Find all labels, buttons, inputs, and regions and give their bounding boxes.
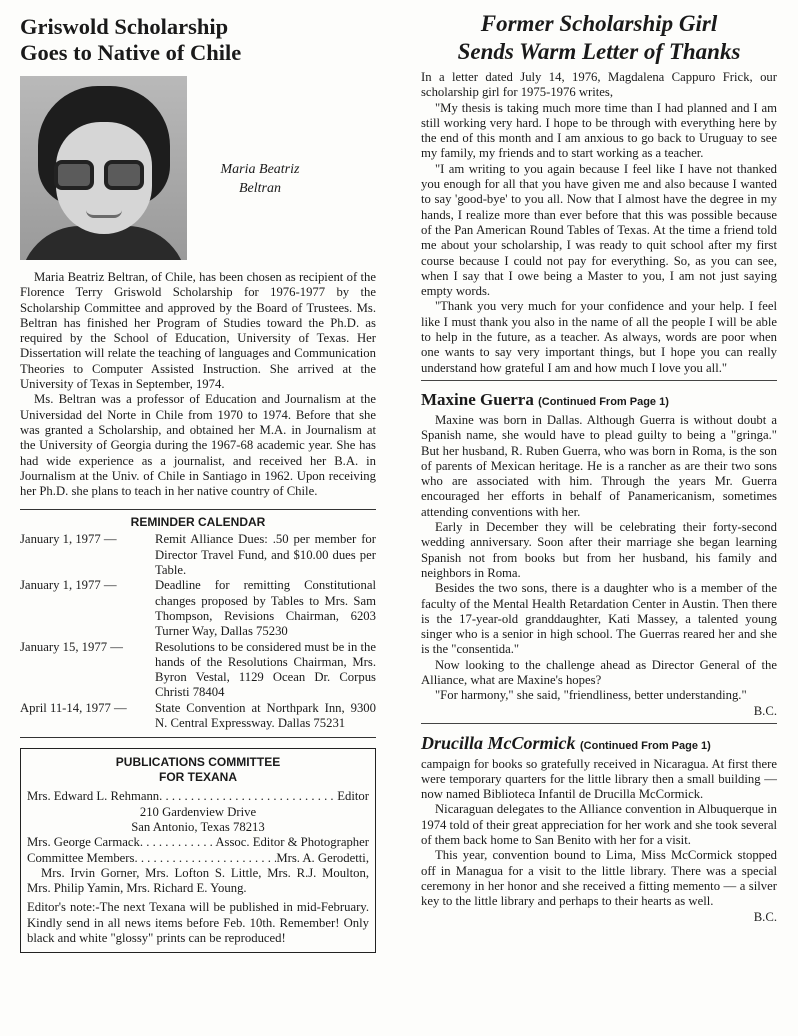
committee-members: Mrs. Irvin Gorner, Mrs. Lofton S. Little, Mrs. R.J. Moulton, Mrs. Philip Yamin, Mrs. Richard E. Young. <box>27 865 369 896</box>
continued-note: (Continued From Page 1) <box>538 395 669 408</box>
editor-role: Editor <box>337 789 369 804</box>
publications-title <box>27 755 369 785</box>
reminder-date: April 11-14, 1977 — <box>20 700 127 715</box>
guerra-initials: B.C. <box>753 703 777 718</box>
reminder-item <box>20 532 376 578</box>
caption-line-2: Beltran <box>239 181 281 196</box>
divider <box>20 737 376 738</box>
portrait-photo <box>20 76 187 260</box>
guerra-paragraph: Now looking to the challenge ahead as Director General of the Alliance, what are Maxine's hopes? <box>421 657 777 687</box>
guerra-paragraph: Maxine was born in Dallas. Although Guerra is without doubt a Spanish name, she would have to plead guilty to being a "gringa." But her husband, R. Ruben Guerra, who was born in Roma, is the son of parents of Mexican heritage. He is a rancher as are their two sons who are associated with him. Through the years Mr. Guerra encouraged her efforts in behalf of Panamericanism, sometimes attending conventions with her. <box>421 412 777 519</box>
members-label: Committee Members <box>27 850 135 865</box>
reminder-text: Resolutions to be considered must be in the hands of the Resolutions Chairman, Mrs. Byron Vestal, 1129 Ocean Dr. Corpus Christi 78404 <box>155 639 376 700</box>
address-line: San Antonio, Texas 78213 <box>131 819 265 834</box>
reminder-item <box>20 701 376 732</box>
reminder-text: State Convention at Northpark Inn, 9300 N. Central Expressway. Dallas 75231 <box>155 700 376 731</box>
members-first: Mrs. A. Gerodetti, <box>276 850 369 865</box>
letter-headline <box>421 10 777 66</box>
reminder-date: January 1, 1977 — <box>20 578 117 593</box>
letter-paragraph: "Thank you very much for your confidence and your help. I feel like I must thank you also in the name of all the people I will be able to help in the future, as a teacher. As always, words are poor when one wants to say very important things, but I hope you can really understand how grateful I am and how much I love you all." <box>421 299 777 375</box>
assoc-name: Mrs. George Carmack <box>27 835 140 850</box>
headline-line-2: Goes to Native of Chile <box>20 40 242 65</box>
headline-line-1: Griswold Scholarship <box>20 14 229 39</box>
mccormick-paragraph: Nicaraguan delegates to the Alliance convention in Albuquerque in 1974 told of their great appreciation for her work and she took several of them back home to San Benito with her for a visit. <box>421 802 777 848</box>
editor-name: Mrs. Edward L. Rehmann <box>27 789 160 804</box>
guerra-title: Maxine Guerra <box>421 389 534 409</box>
caption-line-1: Maria Beatriz <box>220 162 300 177</box>
leader-dots <box>140 835 215 850</box>
pub-title-line-2: FOR TEXANA <box>159 770 237 785</box>
guerra-paragraph: Early in December they will be celebrating their forty-second wedding anniversary. Soon after their marriage she began learning Spanish not from books but from her husband, his family and neighbors in Roma. <box>421 520 777 580</box>
leader-dots <box>134 851 276 866</box>
photo-row <box>20 76 376 262</box>
headline-line-1: Former Scholarship Girl <box>480 11 718 36</box>
reminder-text: Deadline for remitting Constitutional changes proposed by Tables to Mrs. Sam Thompson, Revisions Chairman, 6203 Turner Way, Dallas 75230 <box>155 578 376 639</box>
reminder-item <box>20 640 376 701</box>
leader-dots <box>159 789 337 804</box>
mccormick-paragraph: This year, convention bound to Lima, Miss McCormick stopped off in Managua for a visit to the little library. There was a special ceremony in her honor and she received a fitting memento — a silver key to the little library and perhaps to their hearts as well. <box>421 848 777 909</box>
reminder-list <box>20 532 376 731</box>
griswold-paragraph: Maria Beatriz Beltran, of Chile, has been chosen as recipient of the Florence Terry Griswold Scholarship for 1976-1977 by the Scholarship Committee and approved by the Board of Trustees. Ms. Beltran has finished her Program of Studies toward the Ph.D. as required by the School of Education, University of Texas. Her Dissertation will relate the teaching of languages and Communication Theories to Computer Assisted Instruction. She arrived at the University of Texas in September, 1974. <box>20 270 376 392</box>
reminder-item <box>20 578 376 639</box>
mccormick-heading <box>421 732 777 757</box>
editor-note: Editor's note:-The next Texana will be published in mid-February. Kindly send in all news items before Feb. 10th. Remember! Only black and white "glossy" prints can be reproduced! <box>27 900 369 945</box>
publications-box <box>20 748 376 953</box>
guerra-heading <box>421 389 777 413</box>
pub-title-line-1: PUBLICATIONS COMMITTEE <box>115 755 281 770</box>
letter-paragraph: "I am writing to you again because I feel like I have not thanked you enough for all that you have given me and also because I wanted to say 'good-bye' to you all. Now that I almost have the degree in my hands, I realize more than ever before that this was possible because of the Pan American Round Tables of Texas. At the time a friend told me about your scholarship, I was ready to quit school after my first course because I could not pay for everything. So, as you can see, when I say that I owe being a Master to you, I am not just saying empty words. <box>421 161 777 299</box>
divider <box>421 723 777 724</box>
reminder-title: REMINDER CALENDAR <box>20 509 376 529</box>
reminder-text: Remit Alliance Dues: .50 per member for Director Travel Fund, and $10.00 dues per Table. <box>155 532 376 578</box>
photo-caption <box>208 160 312 198</box>
committee-line <box>27 851 369 866</box>
right-column <box>421 10 777 925</box>
griswold-paragraph: Ms. Beltran was a professor of Education and Journalism at the Universidad del Norte in Chile from 1970 to 1974. Before that she was granted a Scholarship, and obtained her M.A. in Journalism at the University of Georgia during the 1967-68 academic year. She has had wide experience as a journalist, and received her B.A. in Journalism at the Univ. of Chile in Santiago in 1962. Upon receiving her Ph.D. she plans to teach in her native country of Chile. <box>20 392 376 499</box>
headline-line-2: Sends Warm Letter of Thanks <box>457 39 741 64</box>
griswold-headline <box>20 14 376 66</box>
mccormick-initials: B.C. <box>753 909 777 924</box>
editor-line <box>27 789 369 804</box>
address-line: 210 Gardenview Drive <box>139 804 257 819</box>
letter-paragraph: "My thesis is taking much more time than I had planned and I am still working very hard. I hope to be through with everything here by the end of this month and I am anxious to go back to Uruguay to see my family, my friends and to start working as a teacher. <box>421 100 777 161</box>
divider <box>421 380 777 381</box>
guerra-paragraph: "For harmony," she said, "friendliness, better understanding." <box>435 688 747 703</box>
reminder-date: January 1, 1977 — <box>20 532 117 547</box>
reminder-date: January 15, 1977 — <box>20 639 123 654</box>
left-column <box>20 10 376 953</box>
guerra-paragraph: Besides the two sons, there is a daughter who is a member of the faculty of the Mental Health Retardation Center in Austin. Then there is the 17-year-old granddaughter, Kati Massey, a talented young singer who is a senior in high school. The Guerras reared her and she is the "consentida." <box>421 581 777 657</box>
mccormick-paragraph: campaign for books so gratefully received in Nicaragua. At first there were temporary quarters for the little library then a small building — now named Biblioteca Infantil de Drucilla McCormick. <box>421 756 777 802</box>
assoc-role: Assoc. Editor & Photographer <box>215 835 369 850</box>
continued-note: (Continued From Page 1) <box>580 739 711 752</box>
mccormick-title: Drucilla McCormick <box>421 732 576 753</box>
assoc-editor-line <box>27 835 369 850</box>
letter-paragraph: In a letter dated July 14, 1976, Magdalena Cappuro Frick, our scholarship girl for 1975-1976 writes, <box>421 70 777 100</box>
